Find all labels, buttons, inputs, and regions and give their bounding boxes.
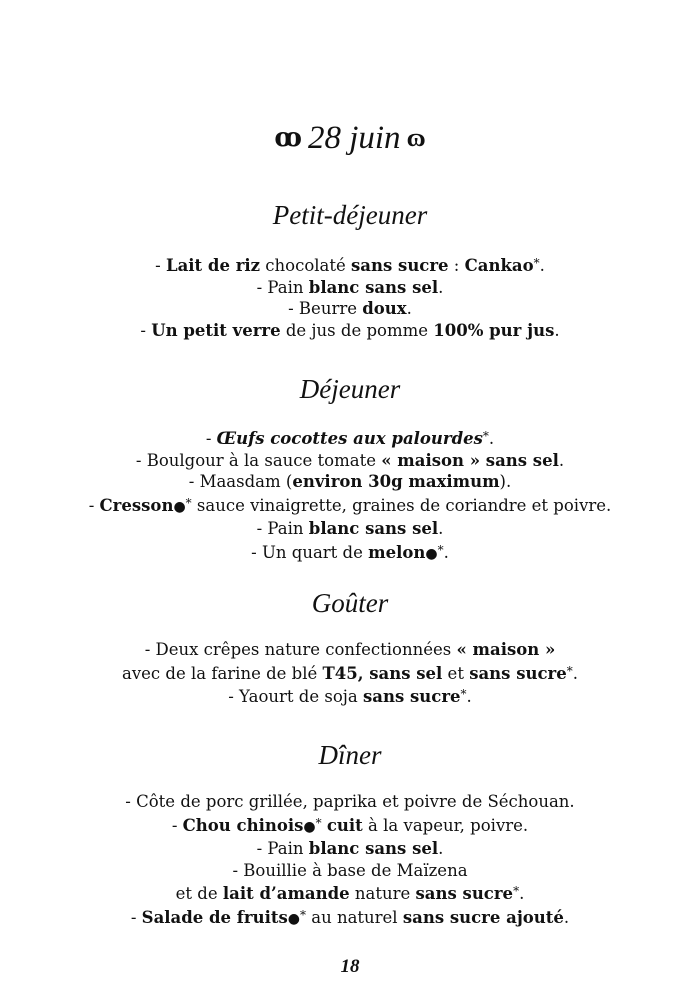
- asterisk: *: [299, 907, 306, 922]
- text: - Côte de porc grillée, paprika et poivre de Séchouan.: [125, 792, 575, 811]
- text: - Pain: [256, 277, 309, 297]
- right-ornament-icon: ɷ: [406, 123, 426, 152]
- section-title-diner: Dîner: [318, 740, 382, 770]
- text: .: [563, 907, 570, 927]
- menu-line: [0, 540, 700, 566]
- text-bold: « maison »: [456, 640, 556, 659]
- text: et de: [175, 884, 223, 903]
- text-bold: sans sucre: [362, 687, 461, 706]
- text-bold: blanc sans sel: [308, 839, 439, 858]
- page-number: 18: [340, 956, 360, 977]
- text: avec de la farine de blé: [122, 663, 323, 683]
- text: - Pain: [256, 839, 309, 858]
- text: .: [438, 519, 444, 538]
- seasonal-seed-icon: ●: [303, 818, 316, 835]
- text: - Boulgour à la sauce tomate: [135, 450, 382, 470]
- menu-line: [0, 639, 700, 661]
- text: :: [448, 256, 465, 275]
- text-bold: blanc sans sel: [308, 277, 439, 297]
- asterisk: *: [185, 495, 192, 510]
- text-bold: sans sucre: [415, 884, 514, 903]
- text-bold: Cresson: [99, 495, 174, 515]
- menu-line: [0, 320, 700, 342]
- section-title-dejeuner: Déjeuner: [299, 374, 401, 404]
- menu-line: [0, 791, 700, 813]
- menu-line: [0, 684, 700, 708]
- text: nature: [349, 884, 416, 903]
- text-bold: 100% pur jus: [433, 320, 555, 340]
- text: .: [572, 663, 578, 683]
- menu-line: [0, 881, 700, 905]
- seasonal-seed-icon: ●: [425, 545, 438, 562]
- menu-line: [0, 253, 700, 277]
- text: -: [171, 815, 183, 835]
- text: ).: [499, 472, 512, 491]
- text-bold: environ 30g maximum: [292, 472, 500, 491]
- text: -: [88, 495, 100, 515]
- menu-line: [0, 426, 700, 450]
- text-bold: « maison » sans sel: [381, 450, 559, 470]
- asterisk: *: [533, 256, 540, 270]
- text: -: [205, 429, 217, 448]
- text: chocolaté: [260, 256, 352, 275]
- menu-line: [0, 518, 700, 540]
- text-bold: melon: [368, 542, 426, 562]
- text: -: [140, 320, 152, 340]
- text: au naturel: [305, 907, 403, 927]
- text: .: [438, 839, 444, 858]
- asterisk: *: [482, 429, 489, 443]
- date-heading: [0, 118, 700, 158]
- menu-line: [0, 661, 700, 685]
- date-label: 28 juin: [307, 120, 401, 156]
- asterisk: *: [513, 884, 520, 898]
- text: .: [554, 320, 560, 340]
- text-bold: Cankao: [464, 256, 534, 275]
- menu-line: [0, 298, 700, 320]
- menu-line: [0, 813, 700, 839]
- menu-line: [0, 838, 700, 860]
- menu-line: [0, 860, 700, 882]
- text: .: [443, 542, 449, 562]
- text: - Pain: [256, 519, 309, 538]
- text: - Un quart de: [251, 542, 369, 562]
- menu-line: [0, 493, 700, 519]
- section-title-petit-dejeuner: Petit-déjeuner: [272, 200, 428, 230]
- text: .: [539, 256, 545, 275]
- text: .: [519, 884, 525, 903]
- section-dejeuner: [0, 426, 700, 565]
- text: .: [438, 277, 444, 297]
- text: - Maasdam (: [188, 472, 293, 491]
- text-bold: Un petit verre: [151, 320, 281, 340]
- text-bold: doux: [362, 299, 407, 318]
- menu-line: [0, 471, 700, 493]
- text: -: [130, 907, 142, 927]
- asterisk: *: [315, 815, 322, 830]
- menu-line: [0, 277, 700, 299]
- seasonal-seed-icon: ●: [287, 910, 300, 927]
- text: - Bouillie à base de Maïzena: [232, 860, 468, 880]
- text-bold-italic: Œufs cocottes aux palourdes: [216, 429, 483, 448]
- text-bold: sans sucre ajouté: [402, 907, 564, 927]
- text: .: [558, 450, 565, 470]
- asterisk: *: [460, 687, 467, 701]
- left-ornament-icon: ꝏ: [274, 123, 302, 152]
- text: - Beurre: [288, 299, 363, 318]
- section-gouter: [0, 639, 700, 708]
- text-bold: Salade de fruits: [141, 907, 288, 927]
- text-bold: sans sucre: [469, 663, 567, 683]
- text-bold: blanc sans sel: [308, 519, 439, 538]
- text: .: [488, 429, 495, 448]
- asterisk: *: [437, 542, 444, 557]
- text: à la vapeur, poivre.: [362, 815, 529, 835]
- text: - Yaourt de soja: [228, 687, 363, 706]
- text-bold: Chou chinois: [182, 815, 304, 835]
- text-bold: cuit: [326, 815, 363, 835]
- section-petit-dejeuner: [0, 253, 700, 341]
- text: - Deux crêpes nature confectionnées: [144, 640, 457, 659]
- menu-line: [0, 450, 700, 472]
- text: .: [406, 299, 412, 318]
- asterisk: *: [566, 663, 573, 678]
- text: .: [466, 687, 472, 706]
- text: de jus de pomme: [280, 320, 434, 340]
- text-bold: sans sucre: [351, 256, 449, 275]
- text-bold: Lait de riz: [165, 256, 261, 275]
- text-bold: T45, sans sel: [322, 663, 443, 683]
- section-title-gouter: Goûter: [311, 588, 389, 618]
- text-bold: lait d’amande: [222, 884, 350, 903]
- text: -: [155, 256, 166, 275]
- text: sauce vinaigrette, graines de coriandre et poivre.: [191, 495, 612, 515]
- seasonal-seed-icon: ●: [173, 498, 186, 515]
- text: et: [442, 663, 470, 683]
- section-diner: [0, 791, 700, 930]
- menu-line: [0, 905, 700, 931]
